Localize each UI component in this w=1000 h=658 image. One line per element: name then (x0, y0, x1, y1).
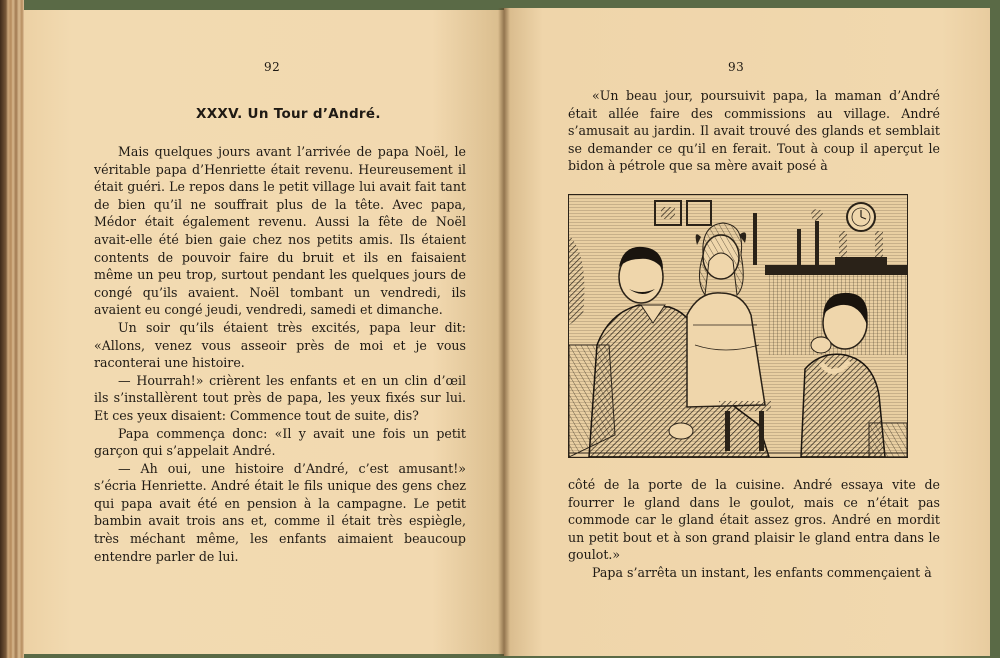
family-scene-drawing (569, 195, 907, 457)
paragraph: — Ah oui, une histoire d’André, c’est amusant!» s’écria Henriette. André était le fils unique des gens chez qui papa avait été en pension à la campagne. Le petit bambin avait trois ans et, comme il était très espiègle, très méchant même, les enfants aimaient beaucoup entendre parler de lui. (94, 460, 466, 564)
paragraph: Papa commença donc: «Il y avait une fois un petit garçon qui s’appelait André. (94, 425, 466, 459)
paragraph: «Un beau jour, poursuivit papa, la maman d’André était allée faire des commissions au village. André s’amusait au jardin. Il avait trouvé des glands et semblait se demander ce qu’il en ferait. Tout à coup il aperçut le bidon à pétrole que sa mère avait posé à (568, 88, 940, 174)
book-gutter (498, 8, 510, 656)
page-number-left: 92 (264, 60, 281, 74)
page-number-right: 93 (728, 60, 745, 74)
engraving-illustration (568, 194, 908, 458)
paragraph: Mais quelques jours avant l’arrivée de papa Noël, le véritable papa d’Henriette était revenu. Heureusement il était guéri. Le repos dans le petit village lui avait fait tant de bien qu’il ne souffrait plus de la tête. Avec papa, Médor était également revenu. Aussi la fête de Noël avait-elle été bien gaie chez nos petits amis. Ils étaient contents de pouvoir faire du bruit et ils en faisaient même un peu trop, surtout pendant les quelques jours de congé qu’ils avaient. Noël tombant un vendredi, ils avaient eu congé jeudi, vendredi, samedi et dimanche. (94, 144, 466, 318)
right-page (504, 8, 990, 656)
right-text-bottom (568, 476, 940, 582)
paragraph: Un soir qu’ils étaient très excités, papa leur dit: «Allons, venez vous asseoir près de moi et je vous raconterai une histoire. (94, 319, 466, 371)
paragraph: Papa s’arrêta un instant, les enfants commençaient à (592, 564, 932, 580)
right-text-top (568, 87, 940, 175)
paragraph: côté de la porte de la cuisine. André essaya vite de fourrer le gland dans le goulot, mais ce n’était pas commode car le gland était assez gros. André en mordit un petit bout et à son grand plaisir le gland entra dans le goulot.» (568, 477, 940, 563)
chapter-title: XXXV. Un Tour d’André. (196, 106, 381, 122)
paragraph: — Hourrah!» crièrent les enfants et en un clin d’œil ils s’installèrent tout près de papa, les yeux fixés sur lui. Et ces yeux disaient: Commence tout de suite, dis? (94, 372, 466, 423)
book-page-edges (0, 0, 24, 658)
left-page (24, 10, 504, 654)
left-text-body (94, 143, 466, 565)
